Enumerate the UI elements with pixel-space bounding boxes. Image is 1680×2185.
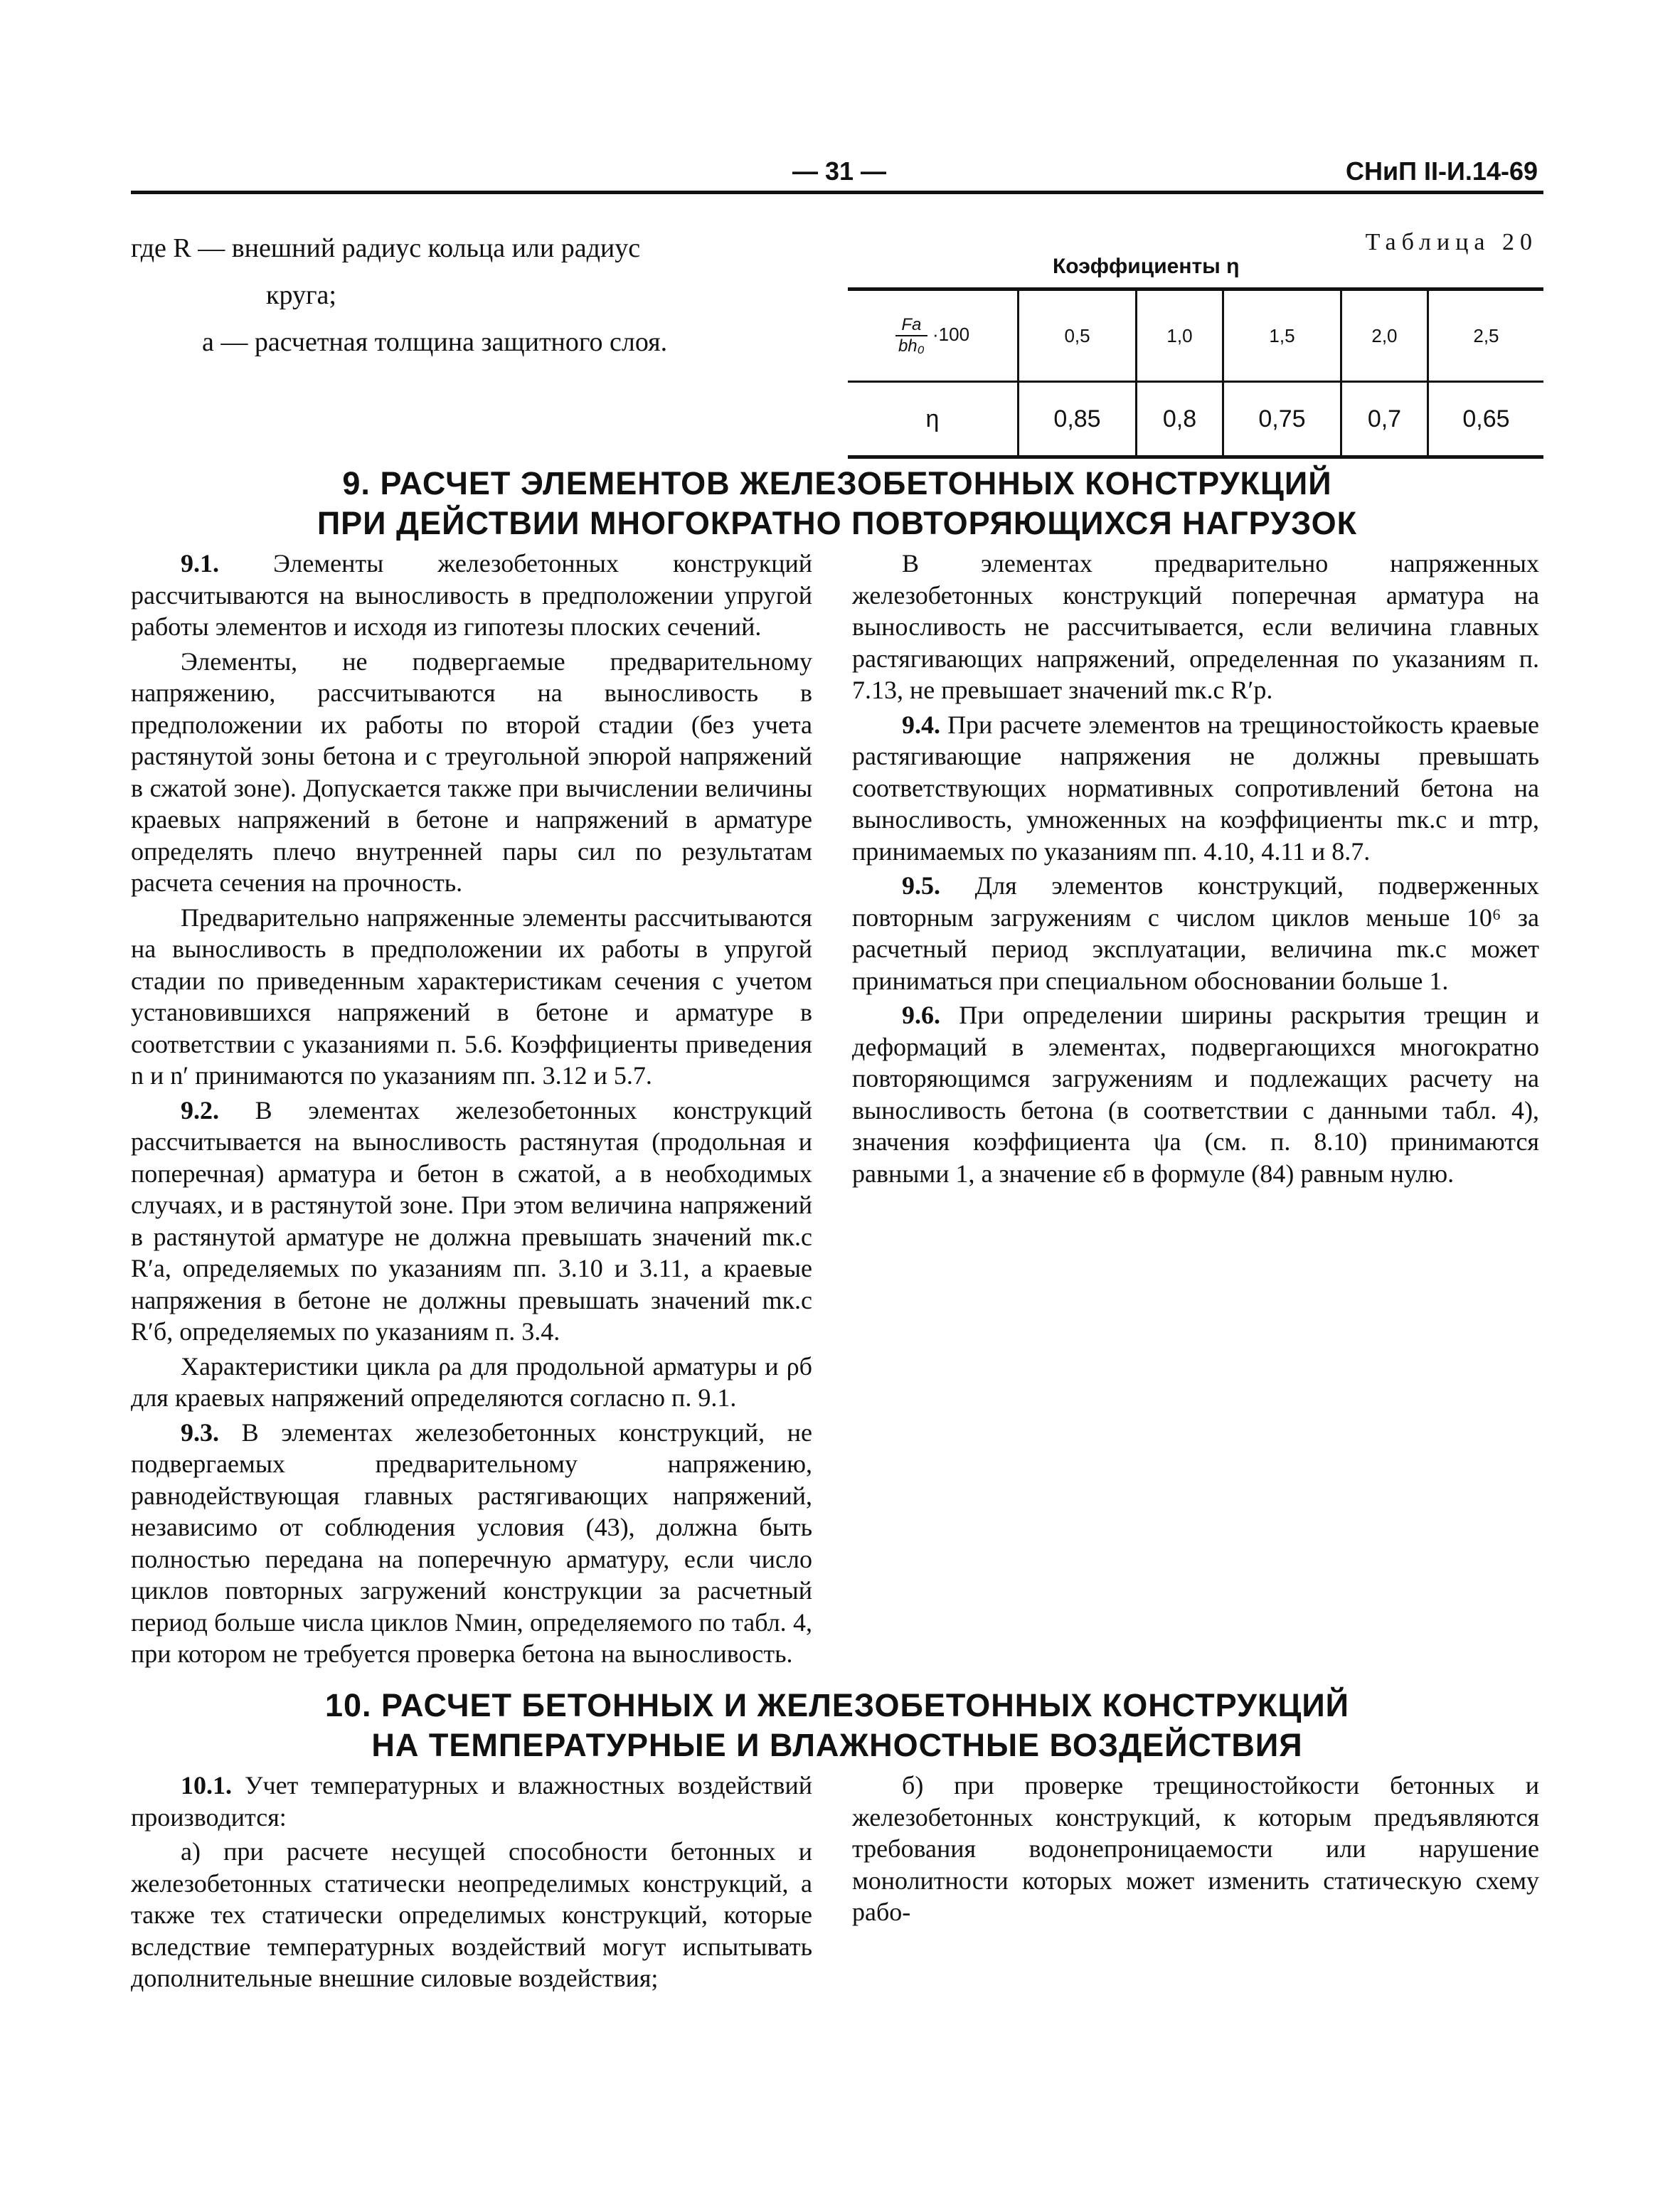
fraction-denominator: bh₀ [898, 336, 925, 356]
section-10-title-1: 10. РАСЧЕТ БЕТОННЫХ И ЖЕЛЕЗОБЕТОННЫХ КОНСТРУКЦИЙ [324, 1687, 1350, 1723]
paragraph-text: Для элементов конструкций, подверженных повторным загружениям с числом циклов меньше 10⁶ за расчетный период эксплуатации, величина mк.с может приниматься при специальном обосновании больше 1. [852, 871, 1540, 995]
paragraph-number: 9.2. [181, 1095, 219, 1125]
paragraph-9-6 [852, 999, 1539, 1189]
table-row [848, 289, 1543, 382]
document-code: СНиП II-И.14-69 [1346, 156, 1538, 186]
paragraph-9-3 [131, 1417, 812, 1670]
paragraph-number: 9.5. [902, 871, 940, 900]
fraction-multiplier: ·100 [932, 323, 970, 345]
table-cell: 0,7 [1341, 382, 1428, 457]
paragraph-text: При расчете элементов на трещиностойкость краевые растягивающие напряжения не должны превышать соответствующих нормативных сопротивлений бетона на выносливость, умноженных на коэффициенты mк.с и mтр, принимаемых по указаниям пп. 4.10, 4.11 и 8.7. [852, 710, 1539, 866]
coefficient-table [848, 287, 1543, 459]
paragraph-number: 9.4. [902, 710, 940, 739]
section-9-heading [131, 464, 1543, 543]
paragraph-9-4 [852, 709, 1539, 868]
table-caption: Таблица 20 [1365, 229, 1538, 255]
paragraph-text: В элементах железобетонных конструкций, не подвергаемых предварительному напряжению, равнодействующая главных растягивающих напряжений, независимо от соблюдения условия (43), должна быть полностью передана на поперечную арматуру, если число циклов повторных загружений конструкции за расчетный период больше числа циклов Nмин, определяемого по табл. 4, при котором не требуется проверка бетона на выносливость. [131, 1418, 812, 1668]
section-10-right-column [852, 1770, 1539, 1931]
table-row [848, 382, 1543, 457]
paragraph-10-1-b: б) при проверке трещиностойкости бетонных и железобетонных конструкций, к которым предъявляются требования водонепроницаемости или нарушение монолитности которых может изменить статическую схему рабо- [852, 1771, 1539, 1926]
section-9-left-column [131, 548, 812, 1673]
paragraph-text: При определении ширины раскрытия трещин и деформаций в элементах, подвергающихся многократно повторяющимся загружениям и подлежащих расчету на выносливость бетона (в соответствии с данными табл. 4), значения коэффициента ψа (см. п. 8.10) принимаются равными 1, а значение εб в формуле (84) равным нулю. [852, 1001, 1539, 1188]
paragraph-10-1 [131, 1770, 812, 1833]
section-9-title-1: 9. РАСЧЕТ ЭЛЕМЕНТОВ ЖЕЛЕЗОБЕТОННЫХ КОНСТРУКЦИЙ [342, 465, 1332, 501]
section-9-right-column [852, 548, 1539, 1192]
paragraph-9-1 [131, 548, 812, 643]
table-cell: 0,75 [1223, 382, 1341, 457]
table-header-cell: 0,5 [1019, 289, 1137, 382]
paragraph-text: Элементы железобетонных конструкций рассчитываются на выносливость в предположении упругой работы элементов и исходя из гипотезы плоских сечений. [131, 549, 813, 641]
table-header-cell: 1,0 [1137, 289, 1223, 382]
table-cell: 0,85 [1019, 382, 1137, 457]
table-header-label [848, 289, 1019, 382]
paragraph-9-2-b: Характеристики цикла ρа для продольной арматуры и ρб для краевых напряжений определяются согласно п. 9.1. [131, 1351, 812, 1412]
table-title: Коэффициенты η [1053, 255, 1240, 278]
paragraph-9-5 [852, 870, 1539, 996]
paragraph-10-1-a: а) при расчете несущей способности бетонных и железобетонных статически неопределимых конструкций, а также тех статически определимых конструкций, которые вследствие температурных воздействий могут испытывать дополнительные внешние силовые воздействия; [131, 1837, 812, 1992]
paragraph-9-1-b: Элементы, не подвергаемые предварительному напряжению, рассчитываются на выносливость в предположении их работы по второй стадии (без учета растянутой зоны бетона и с треугольной эпюрой напряжений в сжатой зоне). Допускается также при вычислении величины краевых напряжений в бетоне и напряжений в арматуре определять плечо внутренней пары сил по результатам расчета сечения на прочность. [131, 647, 812, 897]
section-9-title-2: ПРИ ДЕЙСТВИИ МНОГОКРАТНО ПОВТОРЯЮЩИХСЯ НАГРУЗОК [317, 505, 1358, 541]
paragraph-9-1-c: Предварительно напряженные элементы рассчитываются на выносливость в предположении их работы в упругой стадии по приведенным характеристикам сечения с учетом установившихся напряжений в бетоне и арматуре в соответствии с указаниями п. 5.6. Коэффициенты приведения n и n′ принимаются по указаниям пп. 3.12 и 5.7. [131, 903, 812, 1090]
paragraph-text: Учет температурных и влажностных воздействий производится: [131, 1771, 812, 1832]
header-rule [131, 191, 1543, 194]
table-row-label: η [848, 382, 1019, 457]
definition-a: a — расчетная толщина защитного слоя. [202, 327, 668, 357]
fraction-numerator: Fa [895, 315, 927, 336]
table-cell: 0,8 [1137, 382, 1223, 457]
paragraph-9-2 [131, 1095, 812, 1348]
paragraph-number: 10.1. [181, 1771, 232, 1799]
section-10-title-2: НА ТЕМПЕРАТУРНЫЕ И ВЛАЖНОСТНЫЕ ВОЗДЕЙСТВИЯ [371, 1727, 1303, 1763]
paragraph-number: 9.1. [181, 549, 219, 578]
page-number: — 31 — [792, 156, 887, 186]
paragraph-text: В элементах железобетонных конструкций рассчитывается на выносливость растянутая (продольная и поперечная) арматура и бетон в сжатой, а в необходимых случаях, и в растянутой зоне. При этом величина напряжений в растянутой арматуре не должна превышать значений mк.с R′а, определяемых по указаниям пп. 3.10 и 3.11, а краевые напряжения в бетоне не должны превышать значений mк.с R′б, определяемых по указаниям п. 3.4. [131, 1095, 813, 1346]
table-header-cell: 2,0 [1341, 289, 1428, 382]
definitions-block [131, 225, 812, 366]
table-cell: 0,65 [1428, 382, 1543, 457]
paragraph-number: 9.6. [902, 1001, 940, 1029]
table-header-cell: 2,5 [1428, 289, 1543, 382]
definition-r: где R — внешний радиус кольца или радиус [131, 233, 641, 263]
definition-r-cont: круга; [266, 280, 336, 310]
paragraph-9-3-b: В элементах предварительно напряженных железобетонных конструкций поперечная арматура на выносливость не рассчитывается, если величина главных растягивающих напряжений, определенная по указаниям п. 7.13, не превышает значений mк.с R′р. [852, 549, 1539, 704]
table-header-cell: 1,5 [1223, 289, 1341, 382]
paragraph-number: 9.3. [181, 1418, 219, 1447]
fraction-label [895, 315, 927, 356]
section-10-heading [131, 1686, 1543, 1765]
section-10-left-column [131, 1770, 812, 1997]
